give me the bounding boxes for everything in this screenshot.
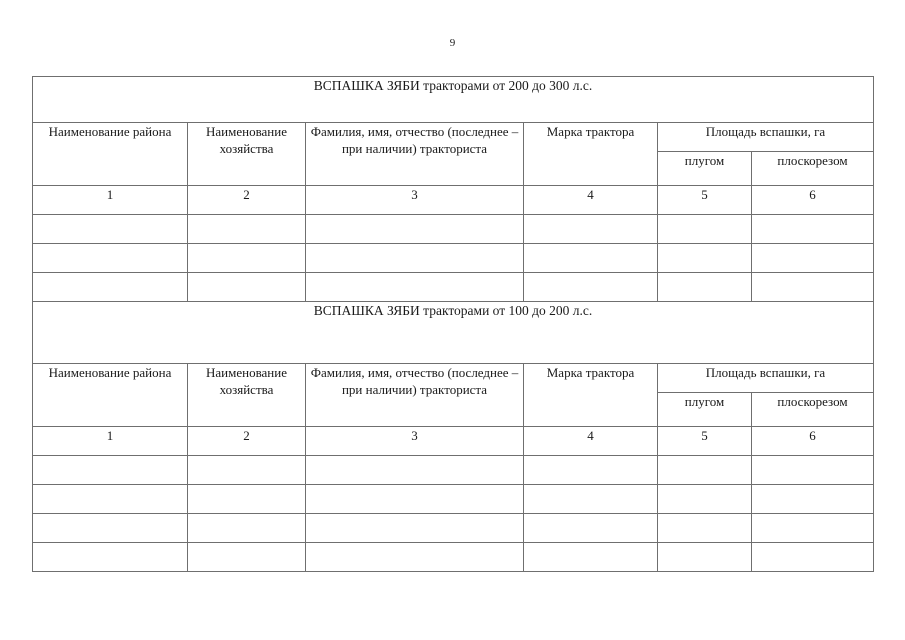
section-title: ВСПАШКА ЗЯБИ тракторами от 100 до 200 л.с. xyxy=(33,302,874,364)
column-number: 2 xyxy=(188,427,306,456)
entry-cell[interactable] xyxy=(306,215,524,244)
entry-cell[interactable] xyxy=(658,273,752,302)
column-header-area: Площадь вспашки, га xyxy=(658,364,874,393)
column-header-flatcut: плоскорезом xyxy=(752,393,874,427)
entry-cell[interactable] xyxy=(33,273,188,302)
column-number: 3 xyxy=(306,427,524,456)
entry-cell[interactable] xyxy=(188,514,306,543)
entry-cell[interactable] xyxy=(33,215,188,244)
entry-cell[interactable] xyxy=(524,543,658,572)
entry-cell[interactable] xyxy=(752,215,874,244)
form-table xyxy=(32,76,874,572)
entry-cell[interactable] xyxy=(306,244,524,273)
column-number: 6 xyxy=(752,186,874,215)
column-header-farm: Наименование хозяйства xyxy=(188,123,306,186)
entry-cell[interactable] xyxy=(752,543,874,572)
blank-entry-row xyxy=(33,514,874,543)
entry-cell[interactable] xyxy=(188,244,306,273)
column-header-farm: Наименование хозяйства xyxy=(188,364,306,427)
column-number: 1 xyxy=(33,427,188,456)
header-row xyxy=(33,123,874,152)
column-header-district: Наименование района xyxy=(33,123,188,186)
column-number-row xyxy=(33,186,874,215)
column-number: 4 xyxy=(524,427,658,456)
blank-entry-row xyxy=(33,485,874,514)
entry-cell[interactable] xyxy=(658,485,752,514)
blank-entry-row xyxy=(33,456,874,485)
entry-cell[interactable] xyxy=(524,485,658,514)
blank-entry-row xyxy=(33,215,874,244)
entry-cell[interactable] xyxy=(33,514,188,543)
entry-cell[interactable] xyxy=(306,543,524,572)
section-title: ВСПАШКА ЗЯБИ тракторами от 200 до 300 л.с. xyxy=(33,77,874,123)
column-number-row xyxy=(33,427,874,456)
entry-cell[interactable] xyxy=(752,514,874,543)
column-header-driver: Фамилия, имя, отчество (последнее – при наличии) тракториста xyxy=(306,364,524,427)
entry-cell[interactable] xyxy=(658,215,752,244)
entry-cell[interactable] xyxy=(658,456,752,485)
entry-cell[interactable] xyxy=(752,273,874,302)
entry-cell[interactable] xyxy=(658,244,752,273)
column-number: 3 xyxy=(306,186,524,215)
column-header-driver: Фамилия, имя, отчество (последнее – при наличии) тракториста xyxy=(306,123,524,186)
column-header-tractor: Марка трактора xyxy=(524,123,658,186)
entry-cell[interactable] xyxy=(188,273,306,302)
entry-cell[interactable] xyxy=(752,244,874,273)
entry-cell[interactable] xyxy=(306,456,524,485)
header-row xyxy=(33,364,874,393)
entry-cell[interactable] xyxy=(524,514,658,543)
entry-cell[interactable] xyxy=(188,543,306,572)
section-title-row xyxy=(33,302,874,364)
entry-cell[interactable] xyxy=(658,543,752,572)
entry-cell[interactable] xyxy=(524,215,658,244)
entry-cell[interactable] xyxy=(658,514,752,543)
entry-cell[interactable] xyxy=(524,273,658,302)
column-number: 5 xyxy=(658,427,752,456)
column-header-tractor: Марка трактора xyxy=(524,364,658,427)
column-number: 1 xyxy=(33,186,188,215)
column-number: 5 xyxy=(658,186,752,215)
entry-cell[interactable] xyxy=(306,485,524,514)
blank-entry-row xyxy=(33,273,874,302)
column-number: 6 xyxy=(752,427,874,456)
column-header-district: Наименование района xyxy=(33,364,188,427)
blank-entry-row xyxy=(33,543,874,572)
entry-cell[interactable] xyxy=(33,456,188,485)
section-title-row xyxy=(33,77,874,123)
entry-cell[interactable] xyxy=(752,456,874,485)
column-header-flatcut: плоскорезом xyxy=(752,152,874,186)
entry-cell[interactable] xyxy=(524,456,658,485)
entry-cell[interactable] xyxy=(524,244,658,273)
entry-cell[interactable] xyxy=(33,244,188,273)
page-number: 9 xyxy=(449,37,456,49)
entry-cell[interactable] xyxy=(306,273,524,302)
entry-cell[interactable] xyxy=(188,456,306,485)
blank-entry-row xyxy=(33,244,874,273)
column-number: 2 xyxy=(188,186,306,215)
entry-cell[interactable] xyxy=(33,543,188,572)
column-number: 4 xyxy=(524,186,658,215)
column-header-area: Площадь вспашки, га xyxy=(658,123,874,152)
entry-cell[interactable] xyxy=(188,215,306,244)
entry-cell[interactable] xyxy=(752,485,874,514)
entry-cell[interactable] xyxy=(306,514,524,543)
entry-cell[interactable] xyxy=(33,485,188,514)
column-header-plough: плугом xyxy=(658,152,752,186)
column-header-plough: плугом xyxy=(658,393,752,427)
entry-cell[interactable] xyxy=(188,485,306,514)
